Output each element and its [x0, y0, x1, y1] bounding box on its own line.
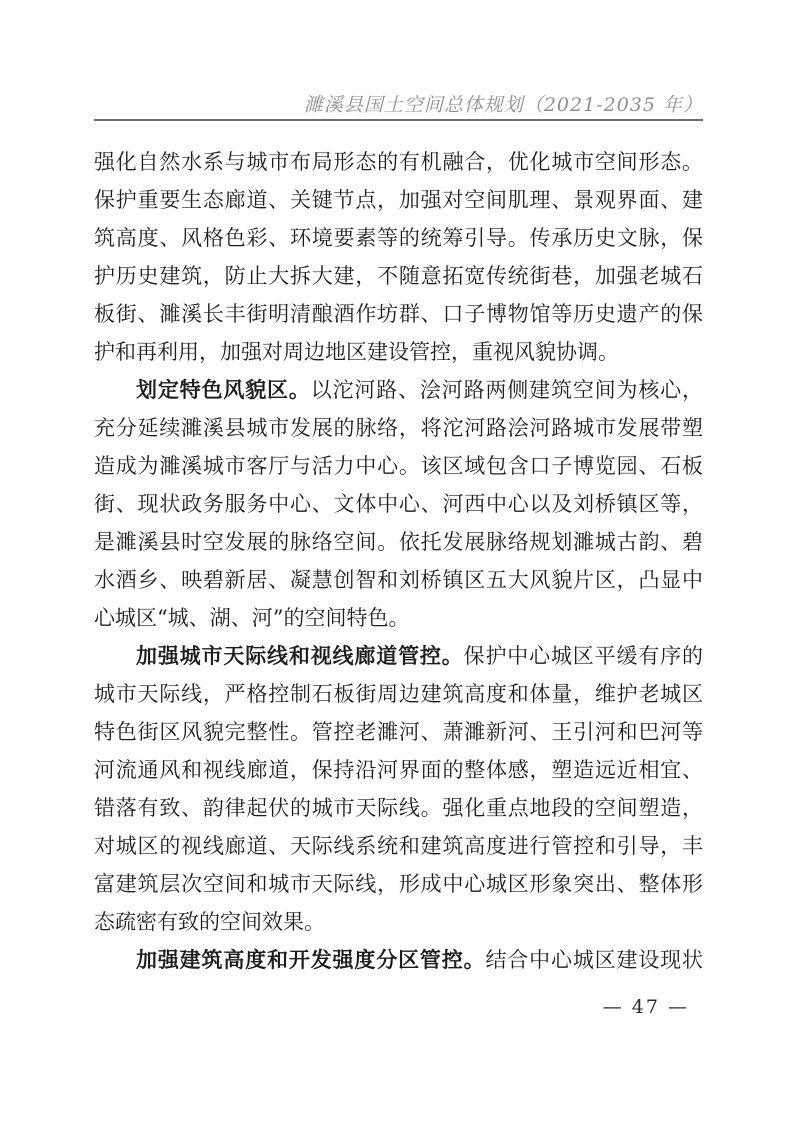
text-line: 街、现状政务服务中心、文体中心、河西中心以及刘桥镇区等，: [94, 492, 703, 516]
text-line: 强化自然水系与城市布局形态的有机融合，优化城市空间形态。: [94, 150, 703, 174]
page-number: — 47 —: [602, 996, 689, 1018]
header-rule: [94, 119, 703, 121]
paragraph-lead: 划定特色风貌区。: [136, 377, 311, 402]
text-line: 态疏密有致的空间效果。: [94, 910, 325, 934]
text-line: 加强城市天际线和视线廊道管控。保护中心城区平缓有序的: [136, 643, 703, 668]
text-line: 富建筑层次空间和城市天际线，形成中心城区形象突出、整体形: [94, 872, 703, 896]
text-line: 充分延续濉溪县城市发展的脉络，将沱河路浍河路城市发展带塑: [94, 416, 703, 440]
text-line: 加强建筑高度和开发强度分区管控。结合中心城区建设现状: [136, 947, 703, 972]
text-line: 对城区的视线廊道、天际线系统和建筑高度进行管控和引导，丰: [94, 834, 703, 858]
text-line: 造成为濉溪城市客厅与活力中心。该区域包含口子博览园、石板: [94, 454, 703, 478]
page-footer: [94, 996, 703, 1018]
paragraph-lead: 加强建筑高度和开发强度分区管控。: [136, 947, 486, 972]
header-title: 濉溪县国土空间总体规划（2021-2035 年）: [303, 94, 703, 116]
text-line: 筑高度、风格色彩、环境要素等的统筹引导。传承历史文脉，保: [94, 226, 703, 250]
document-body: [94, 143, 703, 979]
text-line: 城市天际线，严格控制石板街周边建筑高度和体量，维护老城区: [94, 682, 703, 706]
text-line: 护历史建筑，防止大拆大建，不随意拓宽传统街巷，加强老城石: [94, 264, 703, 288]
text-line: 水酒乡、映碧新居、凝慧创智和刘桥镇区五大风貌片区，凸显中: [94, 568, 703, 592]
text-line: 划定特色风貌区。以沱河路、浍河路两侧建筑空间为核心，: [136, 377, 703, 402]
text-line: 板街、濉溪长丰街明清酿酒作坊群、口子博物馆等历史遗产的保: [94, 302, 703, 326]
text-line: 河流通风和视线廊道，保持沿河界面的整体感，塑造远近相宜、: [94, 758, 703, 782]
text-line: 护和再利用，加强对周边地区建设管控，重视风貌协调。: [94, 340, 619, 364]
paragraph-lead: 加强城市天际线和视线廊道管控。: [136, 643, 464, 668]
text-line: 是濉溪县时空发展的脉络空间。依托发展脉络规划濉城古韵、碧: [94, 530, 703, 554]
text-line: 错落有致、韵律起伏的城市天际线。强化重点地段的空间塑造，: [94, 796, 703, 820]
text-line: 心城区“城、湖、河”的空间特色。: [94, 606, 410, 630]
text-line: 特色街区风貌完整性。管控老濉河、萧濉新河、王引河和巴河等: [94, 720, 703, 744]
text-line: 保护重要生态廊道、关键节点，加强对空间肌理、景观界面、建: [94, 188, 703, 212]
